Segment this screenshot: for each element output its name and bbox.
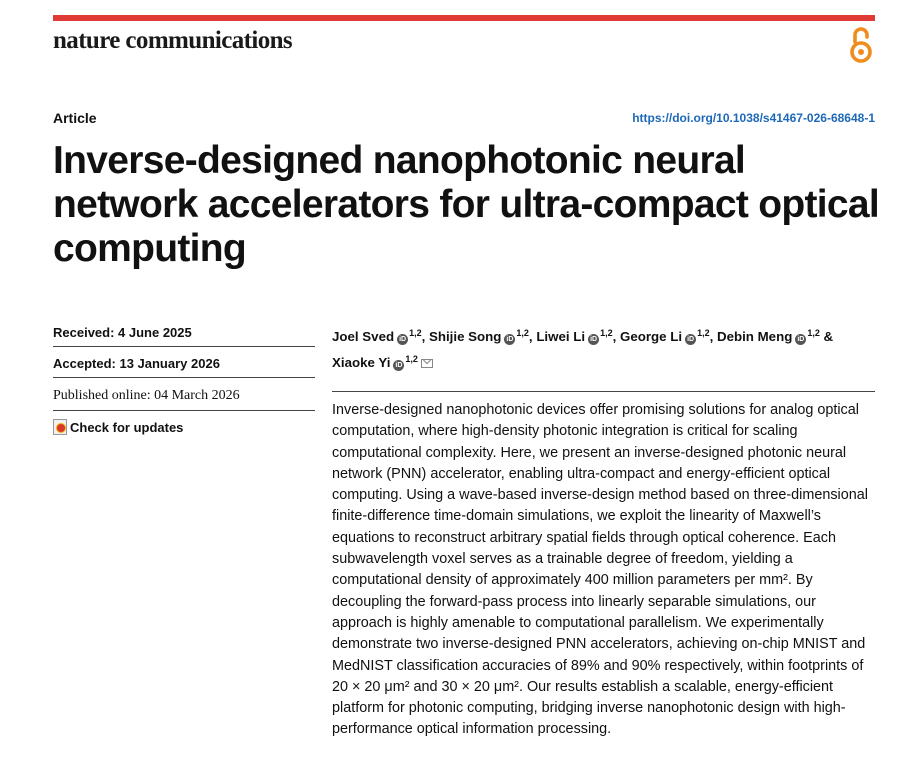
author-name[interactable]: Xiaoke Yi — [332, 355, 391, 370]
author-name[interactable]: Debin Meng — [716, 329, 793, 344]
affiliation-marker: 1,2 — [600, 328, 613, 338]
abstract-divider — [332, 391, 875, 392]
abstract-text: Inverse-designed nanophotonic devices offer promising solutions for analog optical computation, where high-density photonic integration is critical for scaling computational complexity. Here, we present an inverse-designed photonic neural network (PNN) accelerator, enabling ultra-compact and energy-efficient optical computing. Using a wave-based inverse-design method based on three-dimensional finite-difference time-domain simulations, we exploit the linearity of Maxwell’s equations to reconstruct arbitrary spatial fields through optical coherence. Each subwavelength voxel serves as a trainable degree of freedom, yielding a computational density of approximately 400 million parameters per mm². By decoupling the forward-pass process into linearly separable simulations, our approach is highly amenable to computational parallelism. We experimentally demonstrate two inverse-designed PNN accelerators, achieving on-chip MNIST and MedNIST classification accuracies of 89% and 90% respectively, within footprints of 20 × 20 μm² and 30 × 20 μm². Our results establish a scalable, energy-efficient platform for photonic computing, bridging inverse nanophotonic design with high-performance optical information processing. — [332, 402, 868, 738]
orcid-icon[interactable]: iD — [506, 336, 514, 343]
author[interactable] — [620, 329, 710, 344]
author[interactable] — [332, 329, 422, 344]
doi-link[interactable]: https://doi.org/10.1038/s41467-026-68648-1 — [632, 111, 875, 125]
check-for-updates-button[interactable] — [53, 419, 315, 435]
author-separator: , — [421, 329, 429, 344]
author-name[interactable]: George Li — [619, 329, 683, 344]
published-date: Published online: 04 March 2026 — [53, 388, 240, 403]
affiliation-marker: 1,2 — [807, 328, 820, 338]
accepted-date: Accepted: 13 January 2026 — [53, 356, 220, 371]
article-title: Inverse-designed nanophotonic neural network accelerators for ultra-compact optical computing — [53, 139, 880, 270]
author-list — [332, 322, 892, 374]
orcid-icon[interactable]: iD — [399, 336, 407, 343]
divider — [53, 377, 315, 378]
author-separator: , — [709, 329, 717, 344]
author-name[interactable]: Shijie Song — [429, 329, 502, 344]
email-icon[interactable] — [421, 359, 433, 368]
received-date: Received: 4 June 2025 — [53, 325, 192, 340]
author-separator: & — [819, 329, 834, 344]
check-for-updates-label: Check for updates — [70, 419, 184, 435]
divider — [53, 410, 315, 411]
author[interactable] — [332, 355, 418, 370]
orcid-icon[interactable]: iD — [395, 362, 403, 369]
journal-header-bar — [53, 15, 875, 21]
journal-name[interactable]: nature communications — [53, 27, 293, 54]
author[interactable] — [429, 329, 529, 344]
orcid-icon[interactable]: iD — [797, 336, 805, 343]
author-separator: , — [528, 329, 537, 344]
divider — [53, 346, 315, 347]
orcid-icon[interactable]: iD — [687, 336, 695, 343]
author-name[interactable]: Joel Sved — [332, 329, 395, 344]
author-separator: , — [612, 329, 620, 344]
check-updates-icon — [53, 419, 67, 435]
author[interactable] — [536, 329, 612, 344]
affiliation-marker: 1,2 — [697, 328, 710, 338]
orcid-icon[interactable]: iD — [590, 336, 598, 343]
affiliation-marker: 1,2 — [405, 354, 418, 364]
author[interactable] — [717, 329, 820, 344]
author-name[interactable]: Liwei Li — [536, 329, 586, 344]
affiliation-marker: 1,2 — [409, 328, 422, 338]
affiliation-marker: 1,2 — [516, 328, 529, 338]
open-access-lock-icon[interactable] — [846, 25, 876, 65]
article-type: Article — [53, 110, 97, 126]
